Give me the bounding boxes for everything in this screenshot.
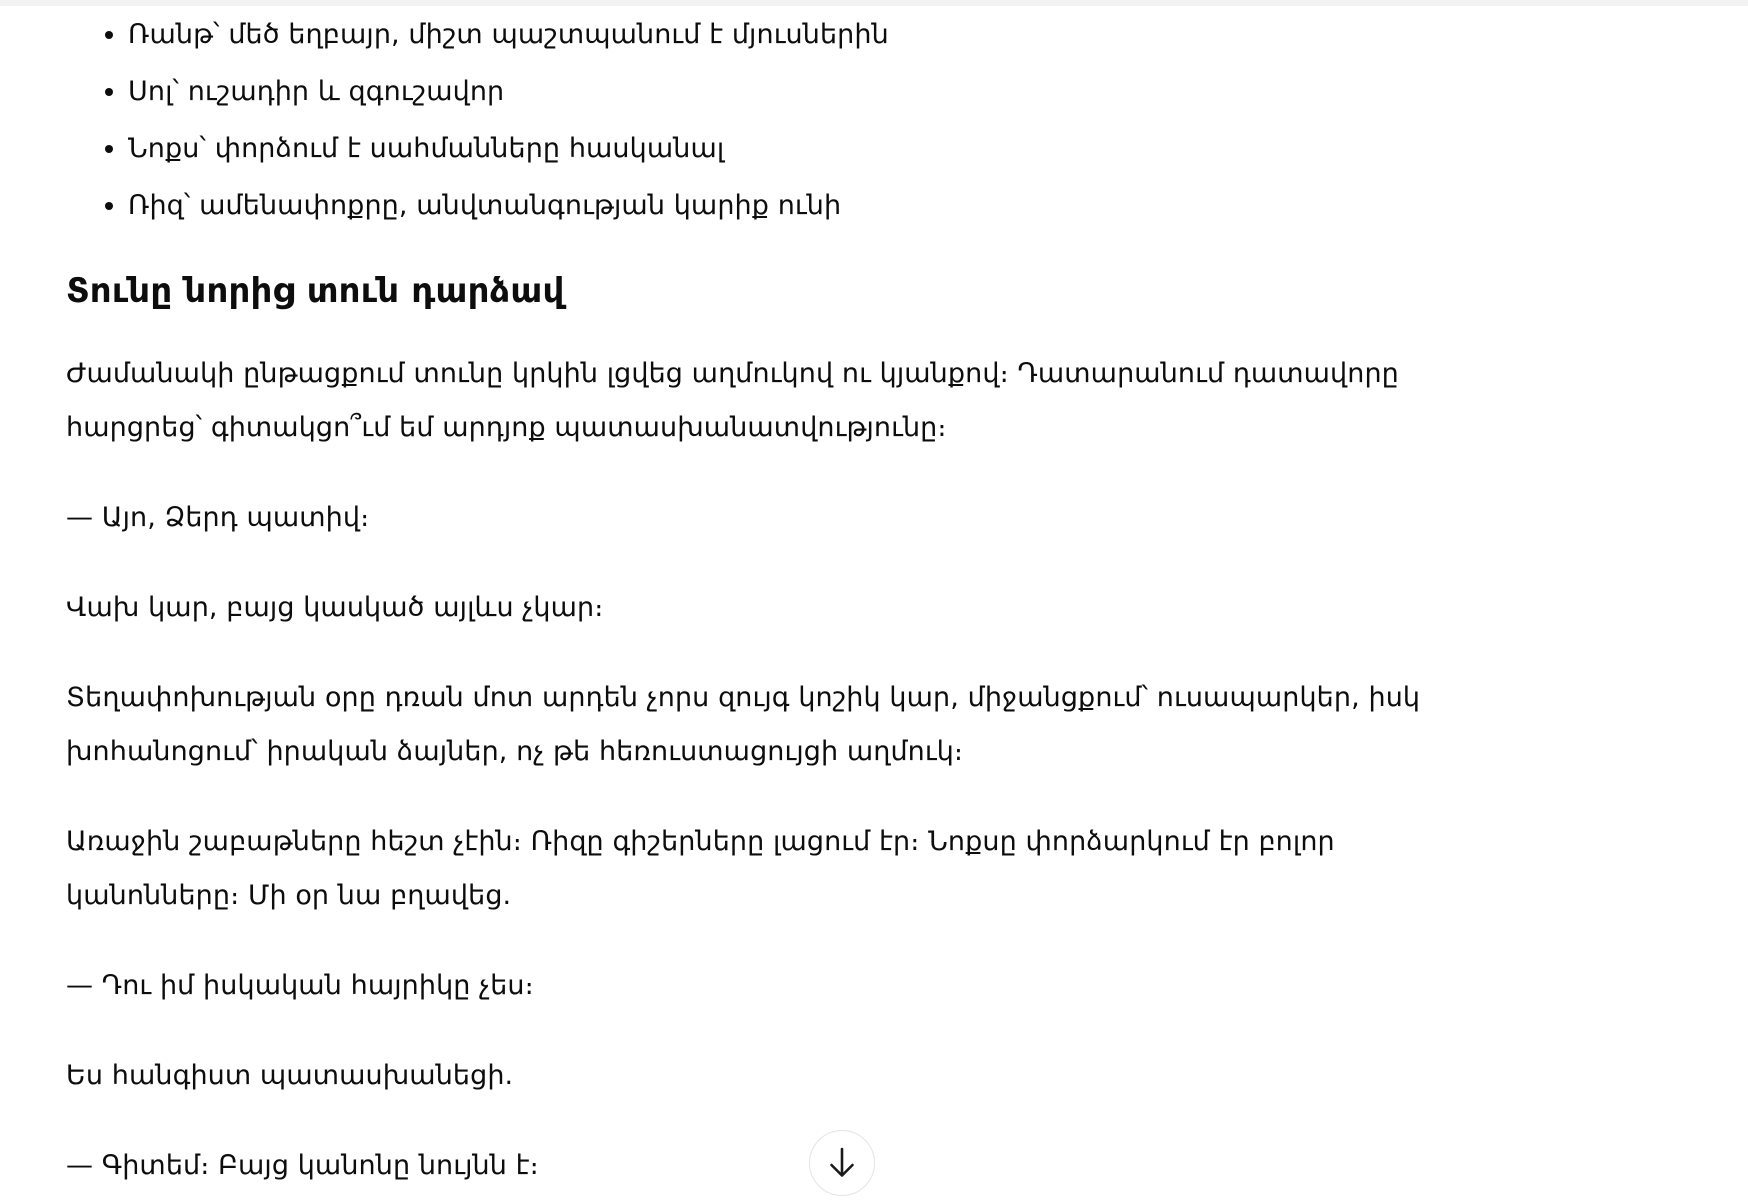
story-paragraph: — Այո, Ձերդ պատիվ։ bbox=[66, 502, 370, 533]
story-paragraph: Ժամանակի ընթացքում տունը կրկին լցվեց աղմուկով ու կյանքով։ Դատարանում դատավորը հարցրեց՝ գիտակցո՞ւմ եմ արդյոք պատասխանատվությունը։ bbox=[66, 358, 1399, 443]
list-item: • Ռանթ՝ մեծ եղբայր, միշտ պաշտպանում է մյուսներին bbox=[128, 18, 1446, 52]
list-item: • Սոլ՝ ուշադիր և զգուշավոր bbox=[128, 75, 1446, 109]
scroll-to-bottom-button[interactable] bbox=[809, 1130, 875, 1196]
story-paragraph: — Դու իմ իսկական հայրիկը չես։ bbox=[66, 970, 534, 1001]
story-paragraphs bbox=[66, 347, 1446, 1193]
story-paragraph: — Գիտեմ։ Բայց կանոնը նույնն է։ bbox=[66, 1150, 539, 1181]
story-paragraph: Վախ կար, բայց կասկած այլևս չկար։ bbox=[66, 592, 604, 623]
story-paragraph: Ես հանգիստ պատասխանեցի. bbox=[66, 1060, 514, 1091]
story-paragraph: Տեղափոխության օրը դռան մոտ արդեն չորս զույգ կոշիկ կար, միջանցքում՝ ուսապարկեր, իսկ խոհանոցում՝ իրական ձայներ, ոչ թե հեռուստացույցի աղմուկ։ bbox=[66, 682, 1421, 767]
character-bullet-list bbox=[66, 18, 1446, 223]
section-heading: Տունը նորից տուն դարձավ bbox=[66, 271, 565, 311]
article-body bbox=[66, 6, 1446, 1193]
story-paragraph: Առաջին շաբաթները հեշտ չէին։ Ռիզը գիշերները լացում էր։ Նոքսը փորձարկում էր բոլոր կանոնները։ Մի օր նա բղավեց. bbox=[66, 826, 1335, 911]
list-item: • Նոքս՝ փորձում է սահմանները հասկանալ bbox=[128, 132, 1446, 166]
down-arrow-icon bbox=[826, 1146, 858, 1180]
list-item: • Ռիզ՝ ամենափոքրը, անվտանգության կարիք ունի bbox=[128, 189, 1446, 223]
